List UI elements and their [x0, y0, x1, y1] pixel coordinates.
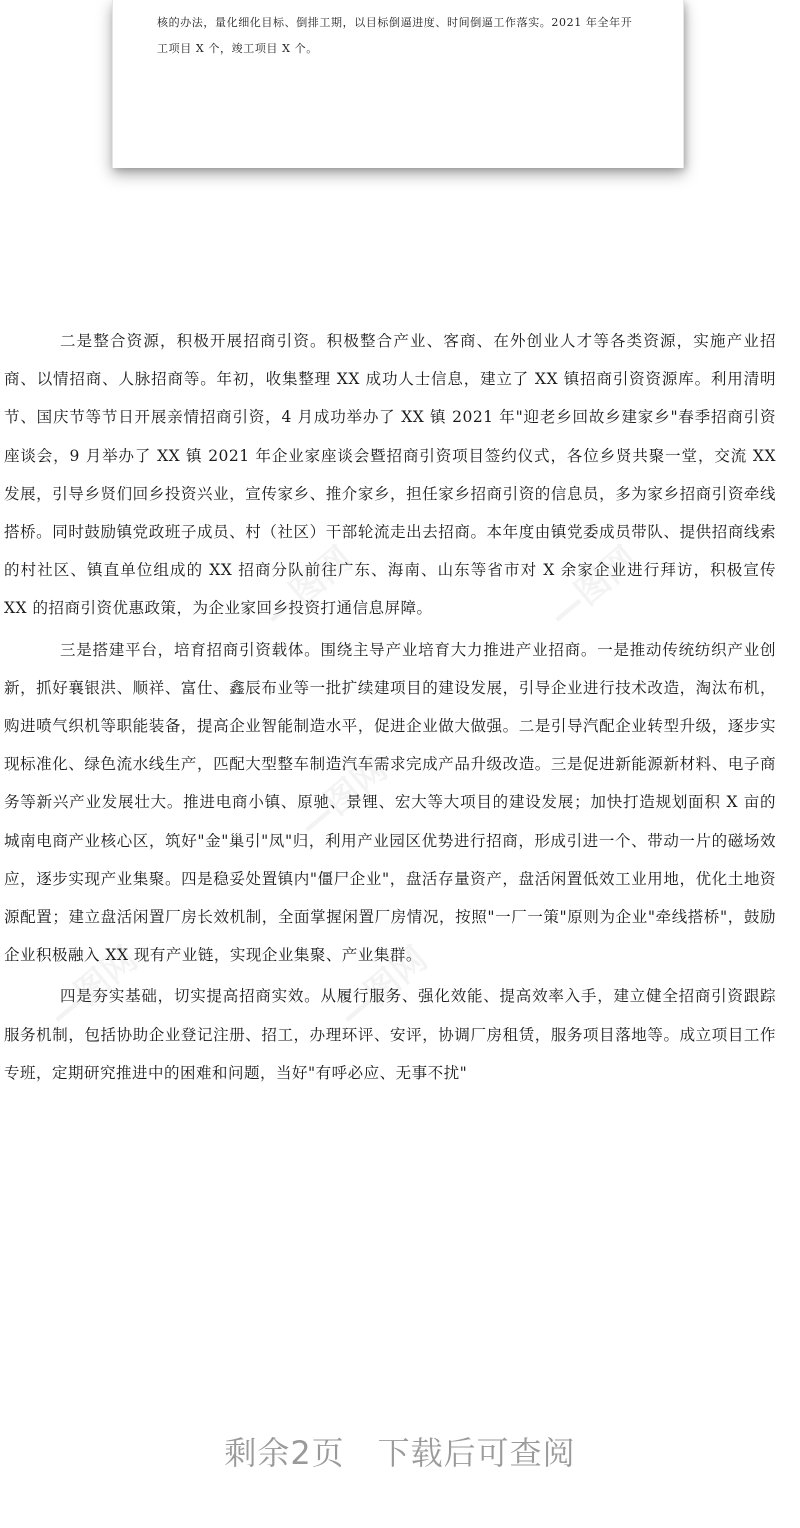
paragraph: 四是夯实基础，切实提高招商实效。从履行服务、强化效能、提高效率入手，建立健全招商引资跟踪服务机制，包括协助企业登记注册、招工，办理环评、安评，协调厂房租赁，服务项目落地等。成立项目工作专班，定期研究推进中的困难和问题，当好"有呼必应、无事不扰": [4, 987, 776, 1082]
preview-line: 核的办法，量化细化目标、倒排工期，以目标倒逼进度、时间倒逼工作落实。2021 年全年开: [157, 16, 633, 29]
watermark: —图网: [331, 939, 436, 1036]
paragraph: 二是整合资源，积极开展招商引资。积极整合产业、客商、在外创业人才等各类资源，实施产业招商、以情招商、人脉招商等。年初，收集整理 XX 成功人士信息，建立了 XX 镇招商引资资源库。利用清明节、国庆节等节日开展亲情招商引资，4 月成功举办了 XX 镇 2021 年"迎老乡回故乡建家乡"春季招商引资座谈会，9 月举办了 XX 镇 2021 年企业家座谈会暨招商引资项目签约仪式，各位乡贤共聚一堂，交流 XX 发展，引导乡贤们回乡投资兴业，宣传家乡、推介家乡，担任家乡招商引资的信息员，多为家乡招商引资牵线搭桥。同时鼓励镇党政班子成员、村（社区）干部轮流走出去招商。本年度由镇党委成员带队、提供招商线索的村社区、镇直单位组成的 XX 招商分队前往广东、海南、山东等省市对 X 余家企业进行拜访，积极宣传 XX 的招商引资优惠政策，为企业家回乡投资打通信息屏障。: [4, 332, 776, 618]
document-body: [4, 322, 776, 1095]
watermark: —图网: [256, 539, 361, 636]
watermark: —图网: [41, 939, 146, 1036]
remaining-pages-notice: 剩余2页 下载后可查阅: [224, 1434, 576, 1472]
watermark: —图网: [541, 539, 646, 636]
previous-page-preview: [112, 0, 684, 168]
preview-text: [157, 10, 657, 62]
preview-line: 工项目 X 个，竣工项目 X 个。: [157, 42, 318, 55]
paragraph: 三是搭建平台，培育招商引资载体。围绕主导产业培育大力推进产业招商。一是推动传统纺织产业创新，抓好襄银洪、顺祥、富仕、鑫辰布业等一批扩续建项目的建设发展，引导企业进行技术改造，淘汰布机，购进喷气织机等职能装备，提高企业智能制造水平，促进企业做大做强。二是引导汽配企业转型升级，逐步实现标准化、绿色流水线生产，匹配大型整车制造汽车需求完成产品升级改造。三是促进新能源新材料、电子商务等新兴产业发展壮大。推进电商小镇、原驰、景锂、宏大等大项目的建设发展；加快打造规划面积 X 亩的城南电商产业核心区，筑好"金"巢引"凤"归，利用产业园区优势进行招商，形成引进一个、带动一片的磁场效应，逐步实现产业集聚。四是稳妥处置镇内"僵尸企业"，盘活存量资产，盘活闲置低效工业用地，优化土地资源配置；建立盘活闲置厂房长效机制，全面掌握闲置厂房情况，按照"一厂一策"原则为企业"牵线搭桥"，鼓励企业积极融入 XX 现有产业链，实现企业集聚、产业集群。: [4, 640, 776, 965]
watermark: —图网: [291, 749, 396, 846]
